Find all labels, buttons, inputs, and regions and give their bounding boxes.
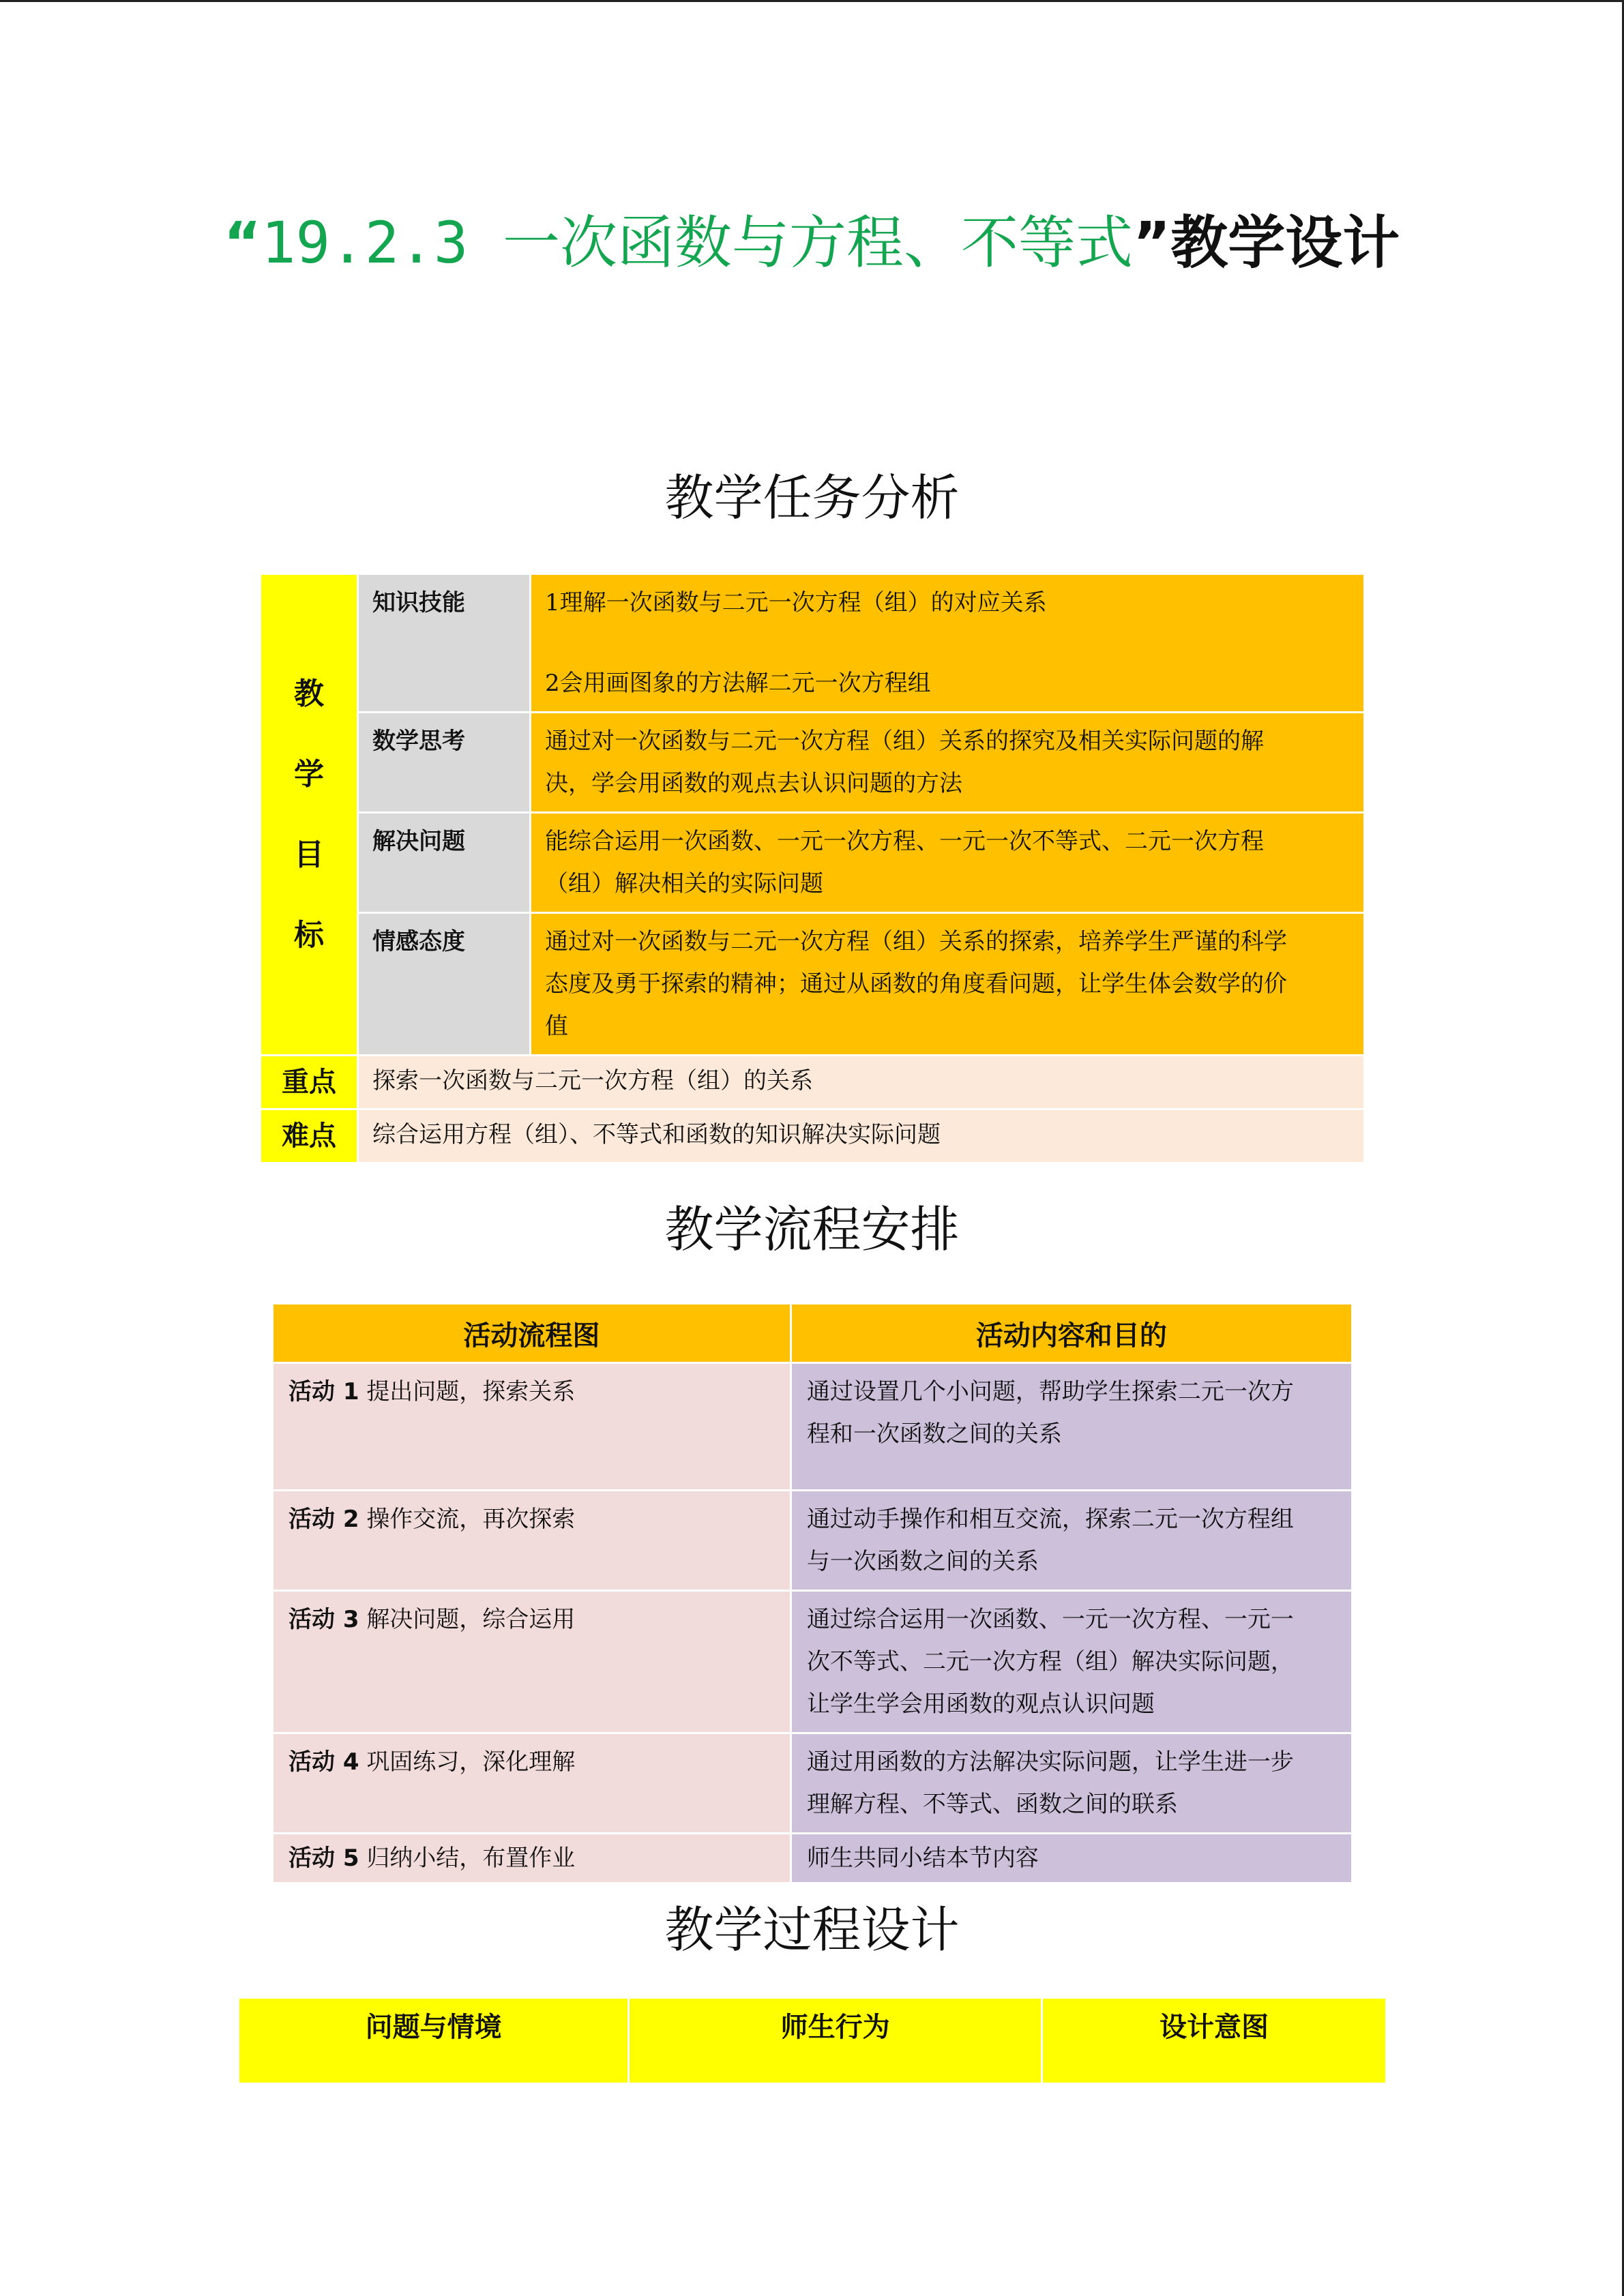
title-quote-open: “ [223,209,261,276]
activity-cell: 活动 3 解决问题，综合运用 [273,1591,791,1733]
table-row [273,1491,1353,1591]
activity-content: 通过设置几个小问题，帮助学生探索二元一次方 程和一次函数之间的关系 [791,1363,1352,1491]
header-teacher-student: 师生行为 [629,1998,1042,2084]
table-header-row [273,1304,1353,1363]
flow-table [271,1302,1353,1884]
row-label-problem-solving: 解决问题 [358,813,531,913]
header-problem-situation: 问题与情境 [239,1998,629,2084]
difficulty-label: 难点 [261,1109,358,1163]
top-border [0,0,1624,2]
activity-cell: 活动 4 巩固练习，深化理解 [273,1733,791,1834]
activity-cell: 活动 1 提出问题，探索关系 [273,1363,791,1491]
table-row [273,1834,1353,1883]
table-row [261,1109,1365,1163]
key-point-text: 探索一次函数与二元一次方程（组）的关系 [358,1056,1365,1109]
activity-cell: 活动 2 操作交流，再次探索 [273,1491,791,1591]
row-text-problem-solving: 能综合运用一次函数、一元一次方程、一元一次不等式、二元一次方程 （组）解决相关的实际问题 [531,813,1365,913]
section-process: 教学过程设计 [664,1901,960,1958]
task-analysis-table [259,573,1365,1164]
row-text-knowledge: 1理解一次函数与二元一次方程（组）的对应关系 2会用画图象的方法解二元一次方程组 [531,574,1365,713]
section-flow: 教学流程安排 [664,1201,960,1258]
table-row [261,1056,1365,1109]
table-row [261,813,1365,913]
process-table [237,1997,1387,2085]
header-flow-chart: 活动流程图 [273,1304,791,1363]
title-topic: 19.2.3 一次函数与方程、不等式 [261,209,1133,276]
row-text-thinking: 通过对一次函数与二元一次方程（组）关系的探究及相关实际问题的解 决，学会用函数的观点去认识问题的方法 [531,713,1365,813]
activity-cell: 活动 5 归纳小结，布置作业 [273,1834,791,1883]
table-row [261,574,1365,713]
difficulty-text: 综合运用方程（组）、不等式和函数的知识解决实际问题 [358,1109,1365,1163]
table-row [261,913,1365,1056]
activity-content: 通过综合运用一次函数、一元一次方程、一元一 次不等式、二元一次方程（组）解决实际问题， 让学生学会用函数的观点认识问题 [791,1591,1352,1733]
objective-label: 教 学 目 标 [261,574,358,1056]
row-text-attitude: 通过对一次函数与二元一次方程（组）关系的探索，培养学生严谨的科学 态度及勇于探索的精神；通过从函数的角度看问题，让学生体会数学的价 值 [531,913,1365,1056]
table-row [273,1591,1353,1733]
title-quote-close: ” [1133,209,1171,276]
activity-content: 师生共同小结本节内容 [791,1834,1352,1883]
table-row [273,1363,1353,1491]
row-label-attitude: 情感态度 [358,913,531,1056]
table-row [261,713,1365,813]
activity-content: 通过动手操作和相互交流，探索二元一次方程组 与一次函数之间的关系 [791,1491,1352,1591]
section-task-analysis: 教学任务分析 [664,469,960,526]
table-row [273,1733,1353,1834]
row-label-knowledge: 知识技能 [358,574,531,713]
title-suffix: 教学设计 [1170,209,1400,276]
key-point-label: 重点 [261,1056,358,1109]
header-design-intent: 设计意图 [1042,1998,1387,2084]
activity-content: 通过用函数的方法解决实际问题，让学生进一步 理解方程、不等式、函数之间的联系 [791,1733,1352,1834]
row-label-thinking: 数学思考 [358,713,531,813]
header-content-purpose: 活动内容和目的 [791,1304,1352,1363]
document-title [205,198,1419,288]
table-header-row [239,1998,1387,2084]
